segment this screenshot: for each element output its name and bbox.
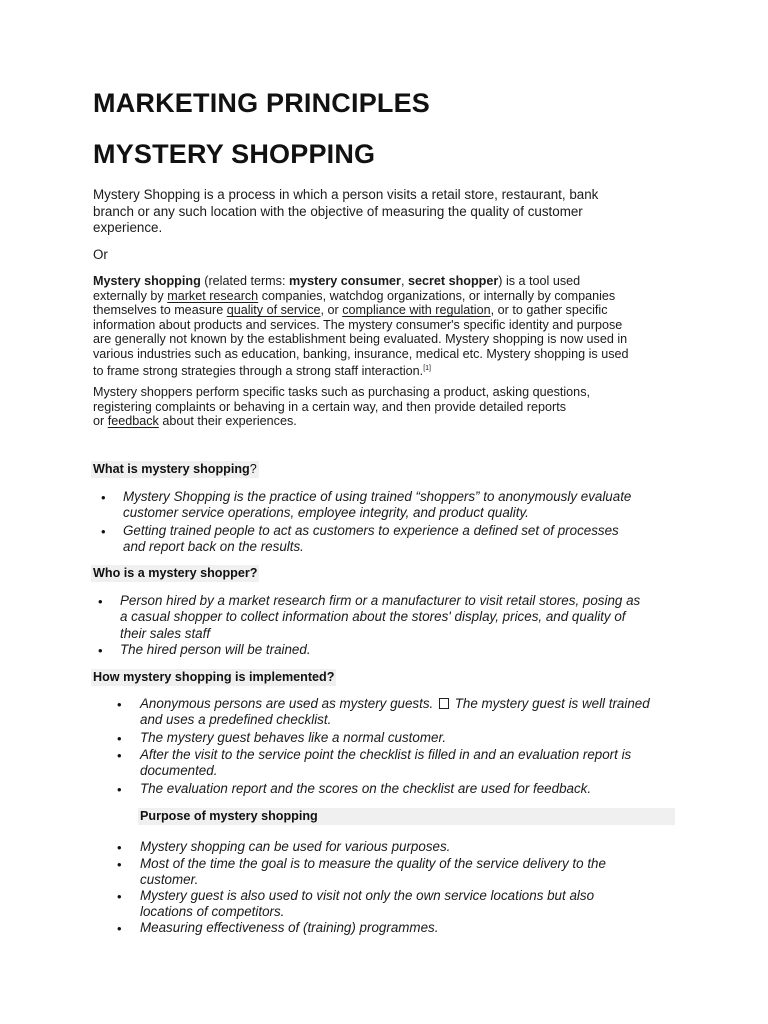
list-item xyxy=(140,696,650,729)
document-subtitle: MYSTERY SHOPPING xyxy=(93,139,376,169)
bullet-icon: • xyxy=(117,782,122,797)
bullet-icon: • xyxy=(117,857,122,872)
list-item-line: documented. xyxy=(140,763,218,779)
definition-line xyxy=(93,289,629,304)
feedback-link[interactable]: feedback xyxy=(107,414,159,429)
definition-paragraph xyxy=(93,274,629,378)
bullet-icon: • xyxy=(117,697,122,712)
list-item xyxy=(140,839,450,855)
bullet-icon: • xyxy=(117,748,122,763)
text-run: , xyxy=(400,274,408,288)
heading-text: What is mystery shopping xyxy=(93,462,250,476)
list-item xyxy=(123,523,619,556)
citation-reference[interactable]: [1] xyxy=(423,364,431,372)
list-item-line: and report back on the results. xyxy=(123,539,304,555)
text-run: , or xyxy=(320,303,343,318)
list-item-line: locations of competitors. xyxy=(140,904,285,920)
definition-line xyxy=(93,274,629,289)
list-item-line: After the visit to the service point the checklist is filled in and an evaluation report is xyxy=(140,747,632,762)
text-run: themselves to measure xyxy=(93,303,227,318)
bullet-icon: • xyxy=(117,731,122,746)
list-item-line: customer service operations, employee integrity, and product quality. xyxy=(123,505,529,521)
list-item-line: The evaluation report and the scores on the checklist are used for feedback. xyxy=(140,781,592,796)
list-item-line: customer. xyxy=(140,872,199,888)
section-heading-what xyxy=(91,461,259,478)
bullet-icon: • xyxy=(101,490,106,505)
list-item-line: Getting trained people to act as customers to experience a defined set of processes xyxy=(123,523,619,538)
bullet-icon: • xyxy=(98,594,103,609)
list-item xyxy=(140,781,591,797)
checkbox-symbol-icon xyxy=(439,698,449,709)
text-run: or xyxy=(93,414,108,429)
intro-line: experience. xyxy=(93,220,163,236)
text-run: (related terms: xyxy=(200,274,289,288)
compliance-link[interactable]: compliance with regulation xyxy=(342,303,491,318)
text-run: about their experiences. xyxy=(158,414,297,429)
intro-line: Mystery Shopping is a process in which a person visits a retail store, restaurant, bank xyxy=(93,187,599,202)
list-item xyxy=(140,747,631,780)
list-item-line: Person hired by a market research firm or a manufacturer to visit retail stores, posing as xyxy=(120,593,641,608)
tasks-line: Mystery shoppers perform specific tasks such as purchasing a product, asking questions, xyxy=(93,385,590,399)
list-item-line: Most of the time the goal is to measure the quality of the service delivery to the xyxy=(140,856,606,871)
list-item xyxy=(140,920,438,936)
list-item-line: their sales staff xyxy=(120,625,211,641)
definition-line: information about products and services. The mystery consumer's specific identity and purpose xyxy=(93,317,623,332)
bullet-icon: • xyxy=(117,889,122,904)
list-item-line: Mystery guest is also used to visit not only the own service locations but also xyxy=(140,888,595,903)
list-item-line: Mystery shopping can be used for various purposes. xyxy=(140,839,451,854)
text-run: Anonymous persons are used as mystery guests. xyxy=(140,696,434,711)
definition-line xyxy=(93,362,629,379)
heading-question-mark: ? xyxy=(249,462,257,476)
quality-of-service-link[interactable]: quality of service xyxy=(226,303,321,318)
definition-line: are generally not known by the establishment being evaluated. Mystery shopping is now used in xyxy=(93,332,628,347)
section-heading-purpose: Purpose of mystery shopping xyxy=(138,808,675,825)
text-run: externally by xyxy=(93,288,168,303)
list-item-line: The hired person will be trained. xyxy=(120,642,311,657)
section-heading-how: How mystery shopping is implemented? xyxy=(93,670,335,684)
list-item xyxy=(140,856,606,889)
tasks-line xyxy=(93,414,590,429)
list-item xyxy=(140,888,594,921)
text-run: to frame strong strategies through a strong staff interaction. xyxy=(93,363,424,378)
definition-line: various industries such as education, banking, insurance, medical etc. Mystery shopping is used xyxy=(93,346,629,361)
document-title: MARKETING PRINCIPLES xyxy=(93,88,431,118)
text-run: ) is a tool used xyxy=(498,274,581,288)
definition-line xyxy=(93,303,629,318)
bullet-icon: • xyxy=(101,524,106,539)
list-item-line: a casual shopper to collect information about the stores' display, prices, and quality of xyxy=(120,609,626,625)
list-item-line xyxy=(140,696,650,712)
tasks-paragraph xyxy=(93,385,590,429)
intro-paragraph xyxy=(93,187,598,237)
list-item xyxy=(123,489,631,522)
section-heading-who: Who is a mystery shopper? xyxy=(93,566,258,580)
list-item-line: The mystery guest behaves like a normal customer. xyxy=(140,730,447,745)
list-item-line: Measuring effectiveness of (training) programmes. xyxy=(140,920,439,935)
intro-line: branch or any such location with the objective of measuring the quality of customer xyxy=(93,203,583,219)
list-item xyxy=(120,642,311,658)
bullet-icon: • xyxy=(98,643,103,658)
list-item-line: Mystery Shopping is the practice of using trained “shoppers” to anonymously evaluate xyxy=(123,489,632,504)
text-run: , or to gather specific xyxy=(490,303,608,318)
bullet-icon: • xyxy=(117,921,122,936)
term-mystery-shopping: Mystery shopping xyxy=(93,274,201,288)
bullet-icon: • xyxy=(117,840,122,855)
or-text: Or xyxy=(93,247,108,262)
term-secret-shopper: secret shopper xyxy=(407,274,499,288)
text-run: companies, watchdog organizations, or internally by companies xyxy=(258,288,616,303)
term-mystery-consumer: mystery consumer xyxy=(288,274,401,288)
market-research-link[interactable]: market research xyxy=(167,288,259,303)
list-item-line: and uses a predefined checklist. xyxy=(140,712,332,728)
text-run: The mystery guest is well trained xyxy=(454,696,650,711)
list-item xyxy=(140,730,446,746)
tasks-line: registering complaints or behaving in a certain way, and then provide detailed reports xyxy=(93,399,567,414)
list-item xyxy=(120,593,640,642)
